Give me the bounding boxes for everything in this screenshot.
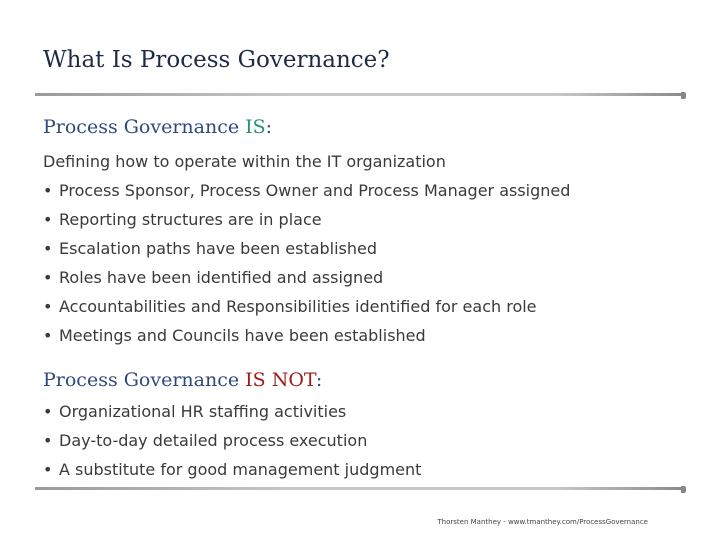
is-not-bullet-text: A substitute for good management judgment xyxy=(59,460,422,479)
bullet-dot: • xyxy=(43,460,53,479)
is-bullet-text: Meetings and Councils have been established xyxy=(59,326,426,345)
bullet-dot: • xyxy=(43,239,53,258)
is-bullet-item xyxy=(43,181,570,201)
is-bullet-item xyxy=(43,326,426,346)
is-bullet-text: Accountabilities and Responsibilities identified for each role xyxy=(59,297,537,316)
is-heading-suffix: : xyxy=(265,116,273,138)
is-bullet-text: Roles have been identified and assigned xyxy=(59,268,384,287)
footer-divider xyxy=(35,487,685,490)
bullet-dot: • xyxy=(43,402,53,421)
footer-credit: Thorsten Manthey - www.tmanthey.com/ProcessGovernance xyxy=(437,518,648,526)
is-not-heading-accent: IS NOT xyxy=(245,369,316,391)
is-bullet-item xyxy=(43,268,383,288)
is-not-section-heading xyxy=(43,369,322,391)
is-not-bullet-item xyxy=(43,402,346,422)
is-not-heading-suffix: : xyxy=(315,369,323,391)
is-bullet-item xyxy=(43,297,537,317)
is-not-bullet-item xyxy=(43,431,367,451)
is-heading-accent: IS xyxy=(245,116,266,138)
slide-title: What Is Process Governance? xyxy=(43,47,390,73)
is-bullet-text: Reporting structures are in place xyxy=(59,210,322,229)
is-bullet-item xyxy=(43,239,377,259)
bullet-dot: • xyxy=(43,181,53,200)
bullet-dot: • xyxy=(43,431,53,450)
is-not-heading-prefix: Process Governance xyxy=(43,369,246,391)
is-not-bullet-text: Day-to-day detailed process execution xyxy=(59,431,368,450)
bullet-dot: • xyxy=(43,210,53,229)
is-bullet-text: Process Sponsor, Process Owner and Process Manager assigned xyxy=(59,181,571,200)
is-not-bullet-text: Organizational HR staffing activities xyxy=(59,402,347,421)
is-bullet-text: Escalation paths have been established xyxy=(59,239,378,258)
is-section-heading xyxy=(43,116,272,138)
is-heading-prefix: Process Governance xyxy=(43,116,246,138)
title-divider xyxy=(35,93,685,96)
bullet-dot: • xyxy=(43,268,53,287)
bullet-dot: • xyxy=(43,326,53,345)
bullet-dot: • xyxy=(43,297,53,316)
is-not-bullet-item xyxy=(43,460,421,480)
is-bullet-item xyxy=(43,210,322,230)
is-intro-text: Defining how to operate within the IT organization xyxy=(43,152,446,171)
